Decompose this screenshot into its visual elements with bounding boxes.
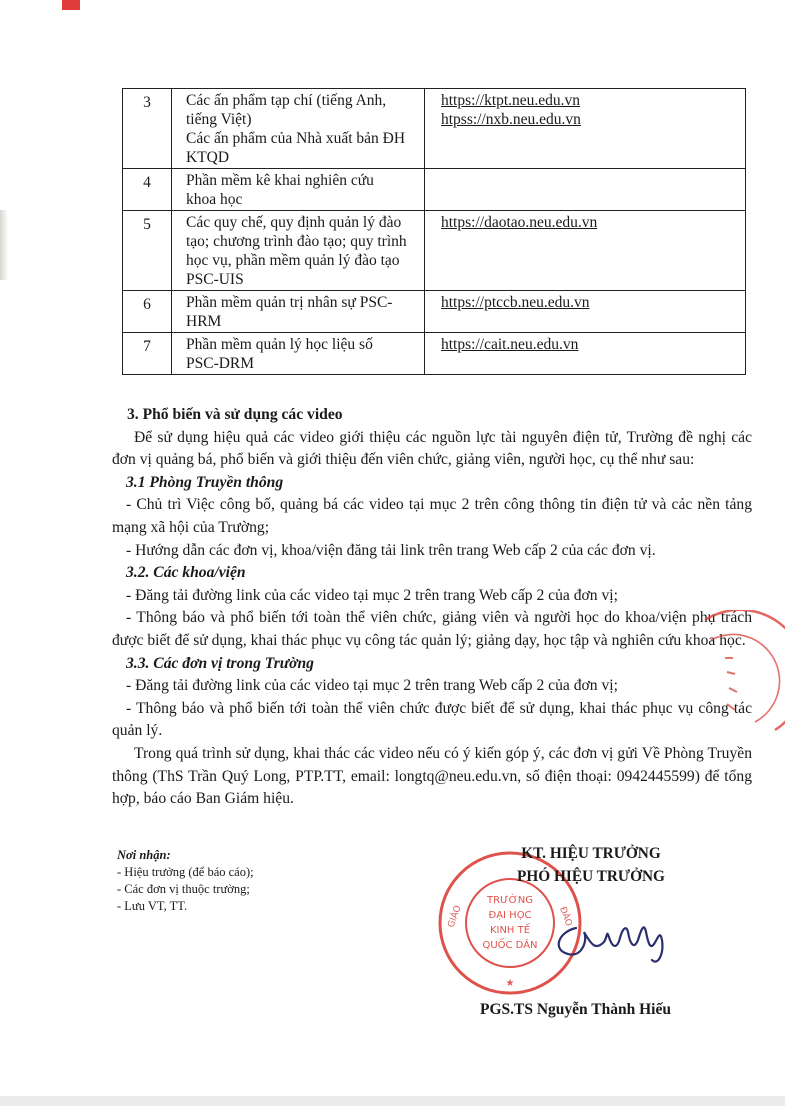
section-3 xyxy=(112,404,752,811)
resource-name-line: Phần mềm quản trị nhân sự PSC- xyxy=(186,294,393,311)
recipient-item: - Lưu VT, TT. xyxy=(117,899,188,913)
svg-text:QUỐC DÂN: QUỐC DÂN xyxy=(482,940,538,951)
row-number: 3 xyxy=(123,89,172,169)
closing-paragraph: Trong quá trình sử dụng, khai thác các video nếu có ý kiến góp ý, các đơn vị gửi Về Phòng Truyền thông (ThS Trần Quý Long, PTP.TT, email: longtq@neu.edu.vn, số điện thoại: 0942445599) để tổng hợp, báo cáo Ban Giám hiệu. xyxy=(112,744,752,808)
page-edge-shadow xyxy=(0,210,8,280)
svg-text:GIÁO: GIÁO xyxy=(446,904,464,930)
handwritten-signature-icon xyxy=(548,910,673,970)
list-item: - Đăng tải đường link của các video tại mục 2 trên trang Web cấp 2 của đơn vị; xyxy=(126,586,618,604)
row-number: 6 xyxy=(123,291,172,333)
svg-text:ĐÀO: ĐÀO xyxy=(557,905,574,928)
signature-block xyxy=(486,842,696,888)
list-item: - Thông báo và phổ biến tới toàn thể viên chức, giảng viên và người học do khoa/viện phụ trách được biết để sử dụng, khai thác phục vụ công tác quản lý; giảng dạy, học tập và nghiên cứu khoa học. xyxy=(112,609,752,649)
resource-name-line: Phần mềm kê khai nghiên cứu xyxy=(186,172,374,189)
table-row xyxy=(123,291,746,333)
resource-name-line: tạo; chương trình đào tạo; quy trình xyxy=(186,233,407,250)
resource-name-line: HRM xyxy=(186,313,222,330)
side-stamp-icon xyxy=(685,610,785,750)
resource-table xyxy=(122,88,746,375)
recipients-block xyxy=(117,847,254,915)
table-row xyxy=(123,211,746,291)
svg-text:★: ★ xyxy=(505,978,515,989)
svg-text:ĐẠI HỌC: ĐẠI HỌC xyxy=(488,910,532,921)
resource-link[interactable]: https://daotao.neu.edu.vn xyxy=(441,214,598,231)
bottom-band xyxy=(0,1096,785,1106)
resource-url-cell xyxy=(425,211,746,291)
resource-name xyxy=(172,89,425,169)
list-item: - Hướng dẫn các đơn vị, khoa/viện đăng tải link trên trang Web cấp 2 của các đơn vị. xyxy=(126,541,656,559)
corner-mark xyxy=(62,0,80,10)
resource-name-line: Phần mềm quản lý học liệu số xyxy=(186,336,373,353)
resource-name-line: tiếng Việt) xyxy=(186,111,252,128)
resource-name-line: Các ấn phẩm của Nhà xuất bản ĐH xyxy=(186,130,406,147)
resource-name xyxy=(172,291,425,333)
subsection-3-3-title: 3.3. Các đơn vị trong Trường xyxy=(126,654,314,672)
resource-link[interactable]: https://cait.neu.edu.vn xyxy=(441,336,579,353)
resource-name-line: Các ấn phẩm tạp chí (tiếng Anh, xyxy=(186,92,387,109)
resource-name-line: khoa học xyxy=(186,191,243,208)
resource-name xyxy=(172,211,425,291)
resource-name-line: PSC-UIS xyxy=(186,271,244,288)
resource-name xyxy=(172,333,425,375)
svg-text:KINH TẾ: KINH TẾ xyxy=(489,925,531,936)
section-heading: 3. Phổ biến và sử dụng các video xyxy=(127,406,343,423)
list-item: - Thông báo và phổ biến tới toàn thể viên chức được biết để sử dụng, khai thác phục vụ công tác quản lý. xyxy=(112,699,752,740)
row-number: 7 xyxy=(123,333,172,375)
table-row xyxy=(123,333,746,375)
resource-link[interactable]: https://ptccb.neu.edu.vn xyxy=(441,294,590,311)
section-intro: Để sử dụng hiệu quả các video giới thiệu các nguồn lực tài nguyên điện tử, Trường đề nghị các đơn vị quảng bá, phổ biến và giới thiệu đến viên chức, giảng viên, người học, cụ thể như sau: xyxy=(112,428,752,469)
signature-title-2: PHÓ HIỆU TRƯỞNG xyxy=(517,868,665,885)
resource-name xyxy=(172,169,425,211)
table-row xyxy=(123,89,746,169)
resource-name-line: học vụ, phần mềm quản lý đào tạo xyxy=(186,252,400,269)
recipient-item: - Hiệu trưởng (để báo cáo); xyxy=(117,865,254,879)
resource-name-line: PSC-DRM xyxy=(186,355,255,372)
resource-url-cell xyxy=(425,333,746,375)
svg-text:TRƯỜNG: TRƯỜNG xyxy=(487,895,533,906)
row-number: 5 xyxy=(123,211,172,291)
subsection-3-1-title: 3.1 Phòng Truyền thông xyxy=(126,473,284,491)
resource-url-cell xyxy=(425,291,746,333)
resource-url-cell xyxy=(425,169,746,211)
resource-link[interactable]: htpss://nxb.neu.edu.vn xyxy=(441,111,581,128)
table-row xyxy=(123,169,746,211)
row-number: 4 xyxy=(123,169,172,211)
resource-name-line: KTQD xyxy=(186,149,230,166)
signature-title-1: KT. HIỆU TRƯỞNG xyxy=(521,845,661,862)
recipient-item: - Các đơn vị thuộc trường; xyxy=(117,882,250,896)
list-item: - Đăng tải đường link của các video tại mục 2 trên trang Web cấp 2 của đơn vị; xyxy=(126,677,618,695)
resource-url-cell xyxy=(425,89,746,169)
list-item: - Chủ trì Việc công bố, quảng bá các video tại mục 2 trên công thông tin điện tử và cảc nền tảng mạng xã hội của Trường; xyxy=(112,496,752,536)
recipients-title: Nơi nhận: xyxy=(117,848,171,862)
signer-name: PGS.TS Nguyễn Thành Hiếu xyxy=(480,1001,671,1018)
resource-name-line: Các quy chế, quy định quản lý đào xyxy=(186,214,402,231)
resource-link[interactable]: https://ktpt.neu.edu.vn xyxy=(441,92,581,109)
subsection-3-2-title: 3.2. Các khoa/viện xyxy=(126,564,246,582)
